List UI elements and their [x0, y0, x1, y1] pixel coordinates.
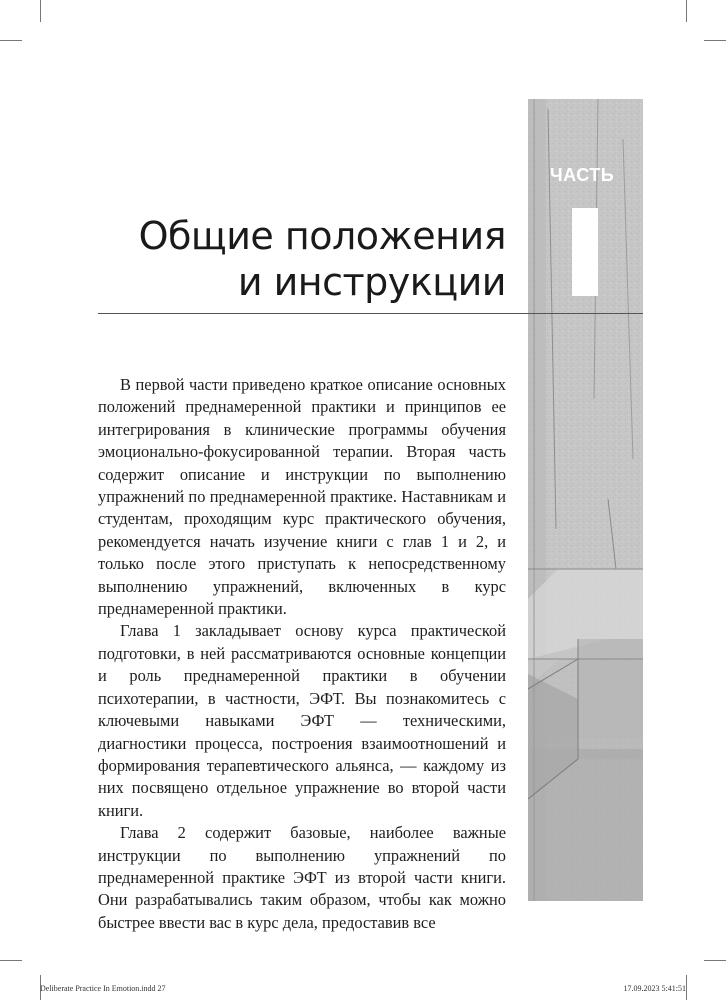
- crop-mark: [704, 960, 726, 961]
- part-numeral-bar: [572, 208, 598, 296]
- part-title: [90, 213, 506, 305]
- crop-mark: [686, 975, 687, 1000]
- crop-mark: [40, 0, 41, 22]
- part-title-line-2: и инструкции: [237, 260, 506, 304]
- footer-file-slug: Deliberate Practice In Emotion.indd 27: [40, 984, 166, 993]
- crop-mark: [704, 40, 726, 41]
- crop-mark: [686, 0, 687, 22]
- crop-mark: [0, 960, 22, 961]
- paragraph: Глава 1 закладывает основу курса практической подготовки, в ней рассматриваются основные концепции и роль преднамеренной практики в обучении психотерапии, в частности, ЭФТ. Вы познакомитесь с ключевыми навыками ЭФТ — техническими, диагностики процесса, построения взаимоотношений и формирования терапевтического альянса, — каждому из них посвящено отдельное упражнение во второй части книги.: [98, 621, 506, 820]
- part-title-line-1: Общие положения: [138, 214, 506, 258]
- crop-mark: [0, 40, 22, 41]
- footer-timestamp: 17.09.2023 5:41:51: [623, 984, 686, 993]
- paragraph: В первой части приведено краткое описание основных положений преднамеренной практики и принципов ее интегрирования в клинические программы обучения эмоционально-фокусированной терапии. Вторая часть содержит описание и инструкции по выполнению упражнений по преднамеренной практике. Наставникам и студентам, проходящим курс практического обучения, рекомендуется начать изучение книги с глав 1 и 2, и только после этого приступать к непосредственному выполнению упражнений, включенных в курс преднамеренной практики.: [98, 375, 506, 619]
- title-divider: [98, 313, 643, 314]
- body-text: [98, 374, 506, 934]
- paragraph: Глава 2 содержит базовые, наиболее важные инструкции по выполнению упражнений по преднамеренной практике ЭФТ из второй части книги. Они разрабатывались таким образом, чтобы как можно быстрее ввести вас в курс дела, предоставив все: [98, 823, 506, 932]
- part-label: ЧАСТЬ: [550, 165, 615, 185]
